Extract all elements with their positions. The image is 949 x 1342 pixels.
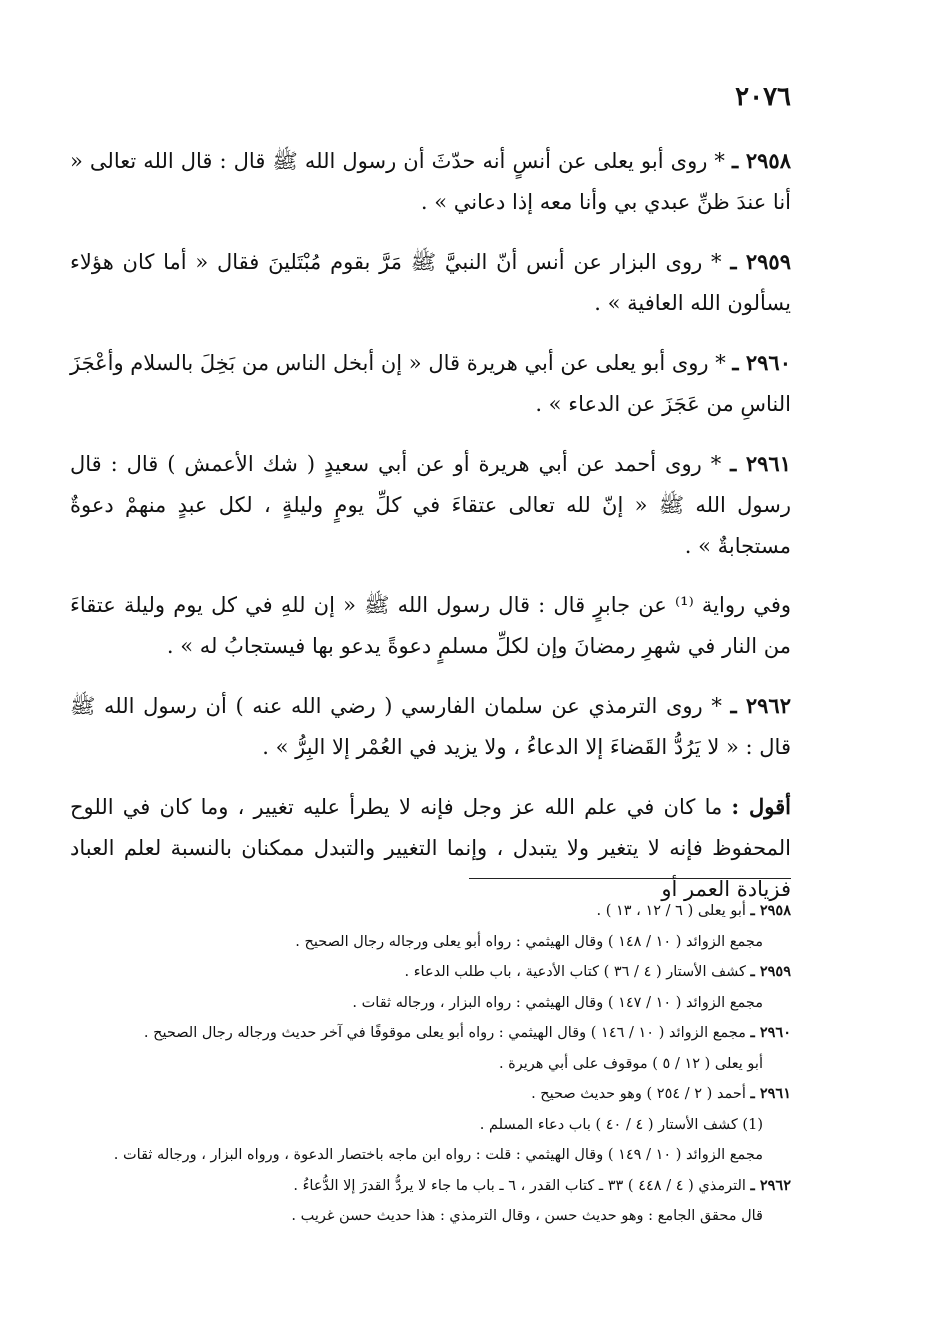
footnote-text: قال محقق الجامع : وهو حديث حسن ، وقال الترمذي : هذا حديث حسن غريب . [291, 1208, 763, 1224]
footnote-line [70, 1110, 791, 1141]
main-text [70, 140, 791, 928]
footnote-text: كشف الأستار ( ٤ / ٣٦ ) كتاب الأدعية ، باب طلب الدعاء . [404, 964, 751, 980]
hadith-2962 [70, 685, 791, 768]
hadith-text: * روى البزار عن أنس أنّ النبيَّ ﷺ مَرَّ بقوم مُبْتَلينَ فقال « أما كان هؤلاء يسألون الله العافية » . [70, 250, 791, 315]
commentary [70, 786, 791, 910]
footnote-line [70, 1049, 791, 1080]
footnote-text: مجمع الزوائد ( ١٠ / ١٤٨ ) وقال الهيثمي : رواه أبو يعلى ورجاله رجال الصحيح . [295, 933, 763, 950]
hadith-2960 [70, 342, 791, 425]
page-number: ٢٠٧٦ [735, 82, 791, 112]
footnote-number: ٢٩٦٠ ـ [750, 1024, 791, 1041]
footnotes [70, 896, 791, 1232]
hadith-2961-variant [70, 585, 791, 667]
footnote-number: ٢٩٦١ ـ [750, 1085, 791, 1102]
footnote-text: مجمع الزوائد ( ١٠ / ١٤٧ ) وقال الهيثمي : رواه البزار ، ورجاله ثقات . [352, 994, 763, 1011]
footnote-text: (1) كشف الأستار ( ٤ / ٤٠ ) باب دعاء المسلم . [479, 1116, 763, 1133]
footnote-line [70, 896, 791, 927]
commentary-lead: أقول : [731, 794, 791, 819]
footnote-text: أبو يعلى ( ١٢ / ٥ ) موقوف على أبي هريرة . [498, 1055, 763, 1072]
hadith-number: ٢٩٦٠ ـ [732, 350, 791, 375]
footnote-number: ٢٩٥٩ ـ [750, 963, 791, 980]
page [70, 0, 791, 1342]
footnote-text: أحمد ( ٢ / ٢٥٤ ) وهو حديث صحيح . [531, 1086, 751, 1102]
footnote-number: ٢٩٥٨ ـ [750, 902, 791, 919]
footnote-text: أبو يعلى ( ٦ / ١٢ ، ١٣ ) . [596, 903, 751, 919]
footnote-line [70, 1079, 791, 1110]
hadith-text: * روى أبو يعلى عن أبي هريرة قال « إن أبخل الناس من بَخِلَ بالسلام وأعْجَزَ الناسِ من عَجَزَ عن الدعاء » . [69, 351, 791, 416]
hadith-text: * روى أحمد عن أبي هريرة أو عن أبي سعيدٍ ( شك الأعمش ) قال : قال رسول الله ﷺ « إنّ لله تعالى عتقاءَ في كلِّ يومٍ وليلةٍ ، لكل عبدٍ منهمْ دعوةٌ مستجابةٌ » . [70, 452, 791, 558]
footnote-line [70, 1171, 791, 1202]
hadith-number: ٢٩٦٢ ـ [730, 693, 791, 718]
hadith-number: ٢٩٥٩ ـ [730, 249, 791, 274]
hadith-2959 [70, 241, 791, 324]
hadith-text: * روى الترمذي عن سلمان الفارسي ( رضي الله عنه ) أن رسول الله ﷺ قال : « لا يَرُدُّ القَضاءَ إلا الدعاءُ ، ولا يزيد في العُمْر إلا البِرُّ » . [70, 694, 791, 759]
hadith-number: ٢٩٥٨ ـ [732, 148, 791, 173]
footnote-number: ٢٩٦٢ ـ [750, 1176, 791, 1194]
hadith-number: ٢٩٦١ ـ [730, 451, 791, 476]
footnote-line [70, 957, 791, 988]
footnote-line [70, 988, 791, 1019]
hadith-2961 [70, 443, 791, 567]
hadith-2958 [70, 140, 791, 223]
footnote-line [70, 927, 791, 958]
footnote-divider [469, 878, 791, 879]
hadith-text: * روى أبو يعلى عن أنسٍ أنه حدّثَ أن رسول الله ﷺ قال : قال الله تعالى « أنا عندَ ظنِّ عبدي بي وأنا معه إذا دعاني » . [70, 149, 791, 214]
footnote-line [70, 1140, 791, 1171]
footnote-text: مجمع الزوائد ( ١٠ / ١٤٦ ) وقال الهيثمي : رواه أبو يعلى موقوفًا في آخر حديث ورجاله رجال الصحيح . [143, 1025, 751, 1041]
footnote-line [70, 1201, 791, 1232]
footnote-text: الترمذي ( ٤ / ٤٤٨ ) ٣٣ ـ كتاب القدر ، ٦ ـ باب ما جاء لا يردُّ القدرَ إلا الدُّعاءُ . [293, 1177, 751, 1194]
commentary-text: ما كان في علم الله عز وجل فإنه لا يطرأ عليه تغيير ، وما كان في اللوح المحفوظ فإنه لا يتغير ولا يتبدل ، وإنما التغيير والتبدل ممكنان بالنسبة لعلم العباد فزيادة العمر أو [70, 795, 791, 901]
hadith-text: وفي رواية ⁽¹⁾ عن جابرٍ قال : قال رسول الله ﷺ « إن للهِ في كل يوم وليلة عتقاءَ من النار في شهرِ رمضانَ وإن لكلِّ مسلمٍ دعوةً يدعو بها فيستجابُ له » . [70, 593, 791, 658]
footnote-line [70, 1018, 791, 1049]
footnote-text: مجمع الزوائد ( ١٠ / ١٤٩ ) وقال الهيثمي : قلت : رواه ابن ماجه باختصار الدعوة ، ورواه البزار ، ورجاله ثقات . [113, 1147, 763, 1163]
